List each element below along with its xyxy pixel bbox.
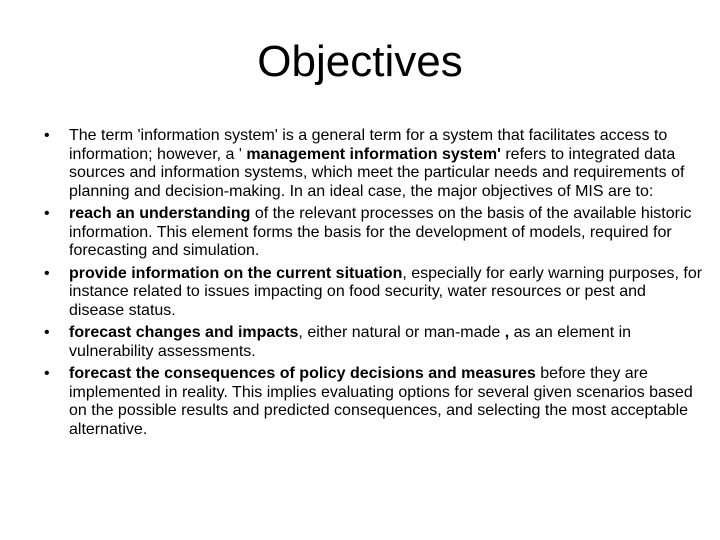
bullet-text: refers to integrated data sources and information systems, which meet the particular needs and requirements of planning and decision-making. In an ideal case, the major objectives of MIS are to: [69, 145, 685, 200]
bullet-icon: • [44, 324, 50, 341]
bullet-text: , either natural or man-made [298, 324, 505, 341]
bullet-text: as an element in vulnerability assessments. [69, 324, 632, 360]
bullet-text: before they are implemented in reality. This implies evaluating options for several given scenarios based on the possible results and predicted consequences, and selecting the most acceptable alternative. [69, 365, 693, 438]
bullet-icon: • [44, 127, 50, 144]
list-item [44, 127, 704, 201]
list-item [44, 324, 704, 361]
bullet-icon: • [44, 365, 50, 382]
bullet-bold-text: management information system' [246, 145, 501, 163]
bullet-bold-text: reach an understanding [69, 205, 251, 222]
bullet-text: of the relevant processes on the basis of the available historic information. This element forms the basis for the development of models, required for forecasting and simulation. [69, 205, 692, 259]
list-item [44, 365, 704, 439]
bullet-bold-text: forecast the consequences of policy decisions and measures [69, 365, 536, 382]
slide-title: Objectives [257, 37, 463, 86]
bullet-bold-text: , [504, 324, 510, 341]
bullet-bold-text: forecast changes and impacts [69, 324, 299, 341]
bullet-bold-text: provide information on the current situation [69, 264, 403, 282]
bullet-icon: • [44, 205, 50, 222]
list-item [44, 205, 704, 261]
bullet-icon: • [44, 264, 50, 282]
bullet-list [44, 127, 704, 443]
list-item [44, 265, 704, 321]
bullet-text: , especially for early warning purposes, for instance related to issues impacting on food security, water resources or pest and disease status. [69, 264, 703, 319]
bullet-text: The term 'information system' is a general term for a system that facilitates access to information; however, a ' [69, 127, 668, 163]
